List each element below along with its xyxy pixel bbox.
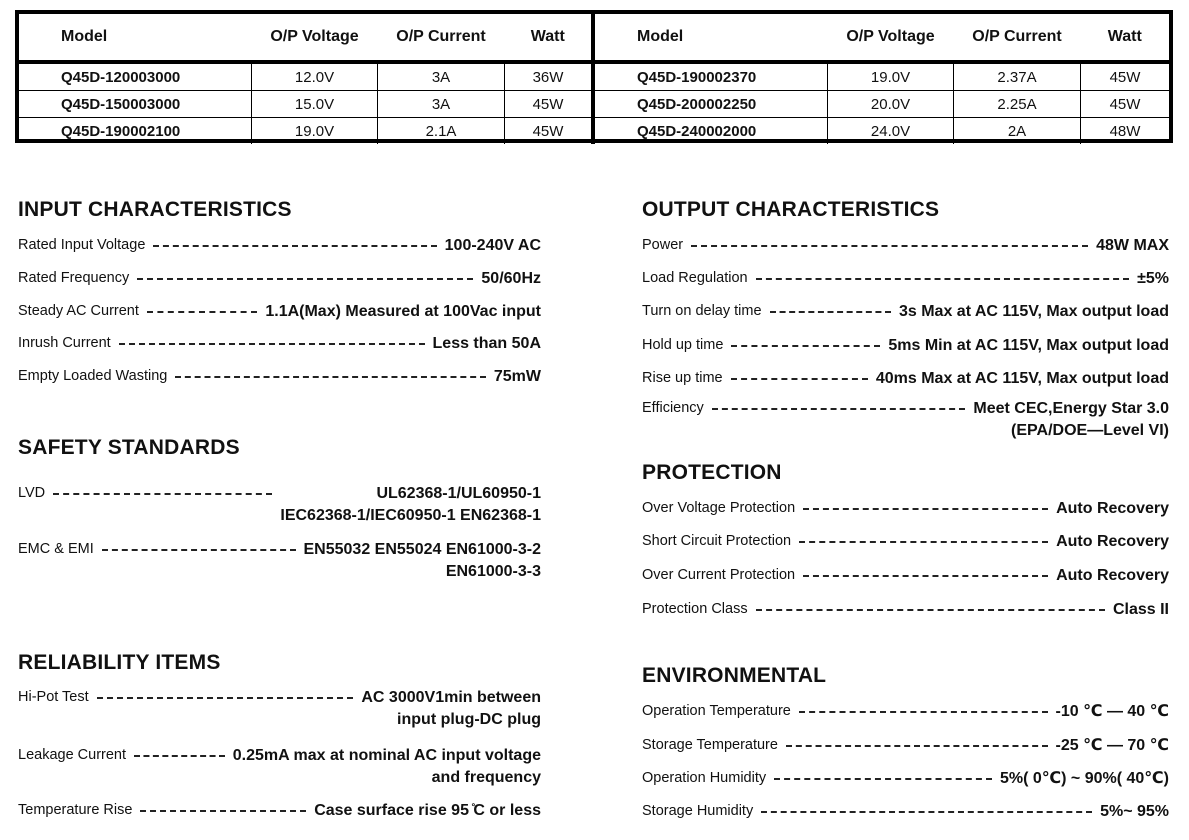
leader-dots: [803, 498, 1048, 510]
spec-label: Short Circuit Protection: [642, 533, 792, 549]
leader-dots: [153, 235, 436, 247]
right-column: [642, 0, 1169, 840]
leader-dots: [731, 335, 880, 347]
spec-label: Empty Loaded Wasting: [18, 368, 168, 384]
spec-label: Hi-Pot Test: [18, 689, 89, 705]
spec-label: EMC & EMI: [18, 541, 94, 557]
spec-row: [642, 565, 1169, 587]
spec-row: [642, 599, 1169, 621]
spec-value: 1.1A(Max) Measured at 100Vac input: [265, 303, 541, 320]
spec-label: Power: [642, 237, 684, 253]
spec-value: 0.25mA max at nominal AC input voltage and frequency: [232, 747, 541, 786]
spec-row: [18, 333, 541, 355]
cell-current: 2A: [954, 118, 1081, 145]
header-watt: Watt: [505, 14, 594, 62]
reliability-items-section: [18, 650, 541, 819]
spec-value: AC 3000V1min between input plug-DC plug: [361, 689, 541, 728]
leader-dots: [691, 235, 1088, 247]
spec-row: [642, 268, 1169, 290]
leader-dots: [140, 800, 306, 812]
protection-section: [642, 460, 1169, 618]
leader-dots: [799, 531, 1048, 543]
spec-row: [642, 768, 1169, 790]
spec-value: 50/60Hz: [481, 270, 541, 287]
spec-row: [18, 800, 541, 822]
cell-model: Q45D-200002250: [595, 91, 828, 118]
cell-voltage: 24.0V: [828, 118, 954, 145]
spec-value: -25 ℃ — 70 ℃: [1055, 737, 1169, 754]
leader-dots: [761, 801, 1092, 813]
spec-value: 5ms Min at AC 115V, Max output load: [888, 337, 1169, 354]
output-characteristics-section: [642, 197, 1169, 439]
spec-value: -10 ℃ — 40 ℃: [1055, 703, 1169, 720]
cell-watt: 45W: [1081, 91, 1170, 118]
header-model: Model: [595, 14, 828, 62]
header-voltage: O/P Voltage: [252, 14, 378, 62]
spec-label: Operation Humidity: [642, 770, 767, 786]
safety-standards-section: [18, 435, 541, 580]
leader-dots: [102, 539, 296, 551]
cell-model: Q45D-190002370: [637, 68, 757, 86]
spec-value: Auto Recovery: [1056, 500, 1169, 517]
spec-label: Over Current Protection: [642, 567, 796, 583]
spec-label: Rise up time: [642, 370, 723, 386]
cell-voltage: 19.0V: [828, 62, 954, 91]
spec-value: 100-240V AC: [444, 237, 541, 254]
cell-model: Q45D-240002000: [595, 118, 828, 145]
cell-watt: 36W: [505, 62, 594, 91]
leader-dots: [731, 368, 868, 380]
input-characteristics-section: [18, 197, 541, 385]
header-voltage: O/P Voltage: [828, 14, 954, 62]
spec-value: 5%( 0℃) ~ 90%( 40℃): [999, 770, 1169, 787]
leader-dots: [786, 735, 1048, 747]
spec-value: EN55032 EN55024 EN61000-3-2 EN61000-3-3: [303, 541, 541, 580]
leader-dots: [137, 268, 473, 280]
spec-value: Auto Recovery: [1056, 567, 1169, 584]
spec-row: [642, 701, 1169, 723]
spec-label: Rated Frequency: [18, 270, 130, 286]
spec-label: Rated Input Voltage: [18, 237, 146, 253]
spec-label: Load Regulation: [642, 270, 748, 286]
spec-row: [642, 735, 1169, 757]
spec-row: [642, 801, 1169, 823]
cell-current: 2.37A: [954, 62, 1081, 91]
spec-value: Case surface rise 95 ̊C or less: [314, 802, 541, 819]
cell-current: 2.25A: [954, 91, 1081, 118]
spec-value: 3s Max at AC 115V, Max output load: [898, 303, 1169, 320]
cell-model: Q45D-150003000: [19, 91, 252, 118]
spec-label: LVD: [18, 485, 46, 501]
spec-label: Protection Class: [642, 601, 748, 617]
spec-row: [18, 539, 541, 583]
leader-dots: [799, 701, 1048, 713]
left-column: [18, 0, 541, 840]
cell-watt: 45W: [505, 118, 594, 145]
leader-dots: [774, 768, 992, 780]
header-current: O/P Current: [378, 14, 505, 62]
header-model: Model: [19, 14, 252, 62]
cell-current: 3A: [378, 91, 505, 118]
cell-voltage: 19.0V: [252, 118, 378, 145]
leader-dots: [119, 333, 425, 345]
spec-row: [18, 687, 541, 731]
spec-value: Meet CEC,Energy Star 3.0 (EPA/DOE—Level VI): [973, 400, 1169, 439]
section-title: ENVIRONMENTAL: [642, 664, 827, 687]
spec-row: [18, 483, 541, 527]
spec-value: 75mW: [493, 368, 541, 385]
spec-row: [642, 335, 1169, 357]
spec-value: 5%~ 95%: [1100, 803, 1169, 820]
spec-row: [18, 301, 541, 323]
spec-row: [18, 235, 541, 257]
section-title: INPUT CHARACTERISTICS: [18, 198, 292, 221]
spec-label: Turn on delay time: [642, 303, 762, 319]
spec-value: 48W MAX: [1096, 237, 1169, 254]
leader-dots: [756, 599, 1105, 611]
leader-dots: [803, 565, 1048, 577]
section-title: SAFETY STANDARDS: [18, 436, 240, 459]
spec-row: [642, 235, 1169, 257]
cell-voltage: 20.0V: [828, 91, 954, 118]
cell-watt: 45W: [1081, 62, 1170, 91]
leader-dots: [97, 687, 354, 699]
spec-label: Temperature Rise: [18, 802, 133, 818]
spec-label: Efficiency: [642, 400, 704, 416]
spec-label: Operation Temperature: [642, 703, 791, 719]
header-watt: Watt: [1081, 14, 1170, 62]
environmental-section: [642, 663, 1169, 820]
spec-label: Storage Temperature: [642, 737, 778, 753]
spec-value: ±5%: [1137, 270, 1169, 287]
cell-voltage: 12.0V: [252, 62, 378, 91]
cell-model: Q45D-190002100: [19, 118, 252, 145]
leader-dots: [175, 366, 485, 378]
spec-row: [18, 745, 541, 789]
spec-label: Over Voltage Protection: [642, 500, 796, 516]
leader-dots: [147, 301, 257, 313]
spec-row: [642, 368, 1169, 390]
leader-dots: [134, 745, 225, 757]
cell-current: 2.1A: [378, 118, 505, 145]
spec-row: [642, 398, 1169, 442]
spec-label: Steady AC Current: [18, 303, 139, 319]
spec-value: Auto Recovery: [1056, 533, 1169, 550]
cell-watt: 45W: [505, 91, 594, 118]
spec-value: 40ms Max at AC 115V, Max output load: [875, 370, 1169, 387]
leader-dots: [53, 483, 272, 495]
section-title: PROTECTION: [642, 461, 782, 484]
spec-row: [642, 301, 1169, 323]
leader-dots: [770, 301, 891, 313]
cell-model: Q45D-120003000: [61, 68, 181, 86]
spec-label: Hold up time: [642, 337, 724, 353]
spec-row: [642, 498, 1169, 520]
cell-current: 3A: [378, 62, 505, 91]
spec-label: Leakage Current: [18, 747, 127, 763]
header-current: O/P Current: [954, 14, 1081, 62]
section-title: RELIABILITY ITEMS: [18, 651, 221, 674]
spec-label: Inrush Current: [18, 335, 111, 351]
spec-value: UL62368-1/UL60950-1 IEC62368-1/IEC60950-1 EN62368-1: [280, 485, 541, 524]
cell-watt: 48W: [1081, 118, 1170, 145]
spec-value: Less than 50A: [432, 335, 541, 352]
spec-label: Storage Humidity: [642, 803, 754, 819]
cell-voltage: 15.0V: [252, 91, 378, 118]
leader-dots: [756, 268, 1129, 280]
spec-value: Class II: [1112, 601, 1169, 618]
spec-row: [642, 531, 1169, 553]
section-title: OUTPUT CHARACTERISTICS: [642, 198, 940, 221]
spec-row: [18, 268, 541, 290]
spec-row: [18, 366, 541, 388]
leader-dots: [712, 398, 966, 410]
